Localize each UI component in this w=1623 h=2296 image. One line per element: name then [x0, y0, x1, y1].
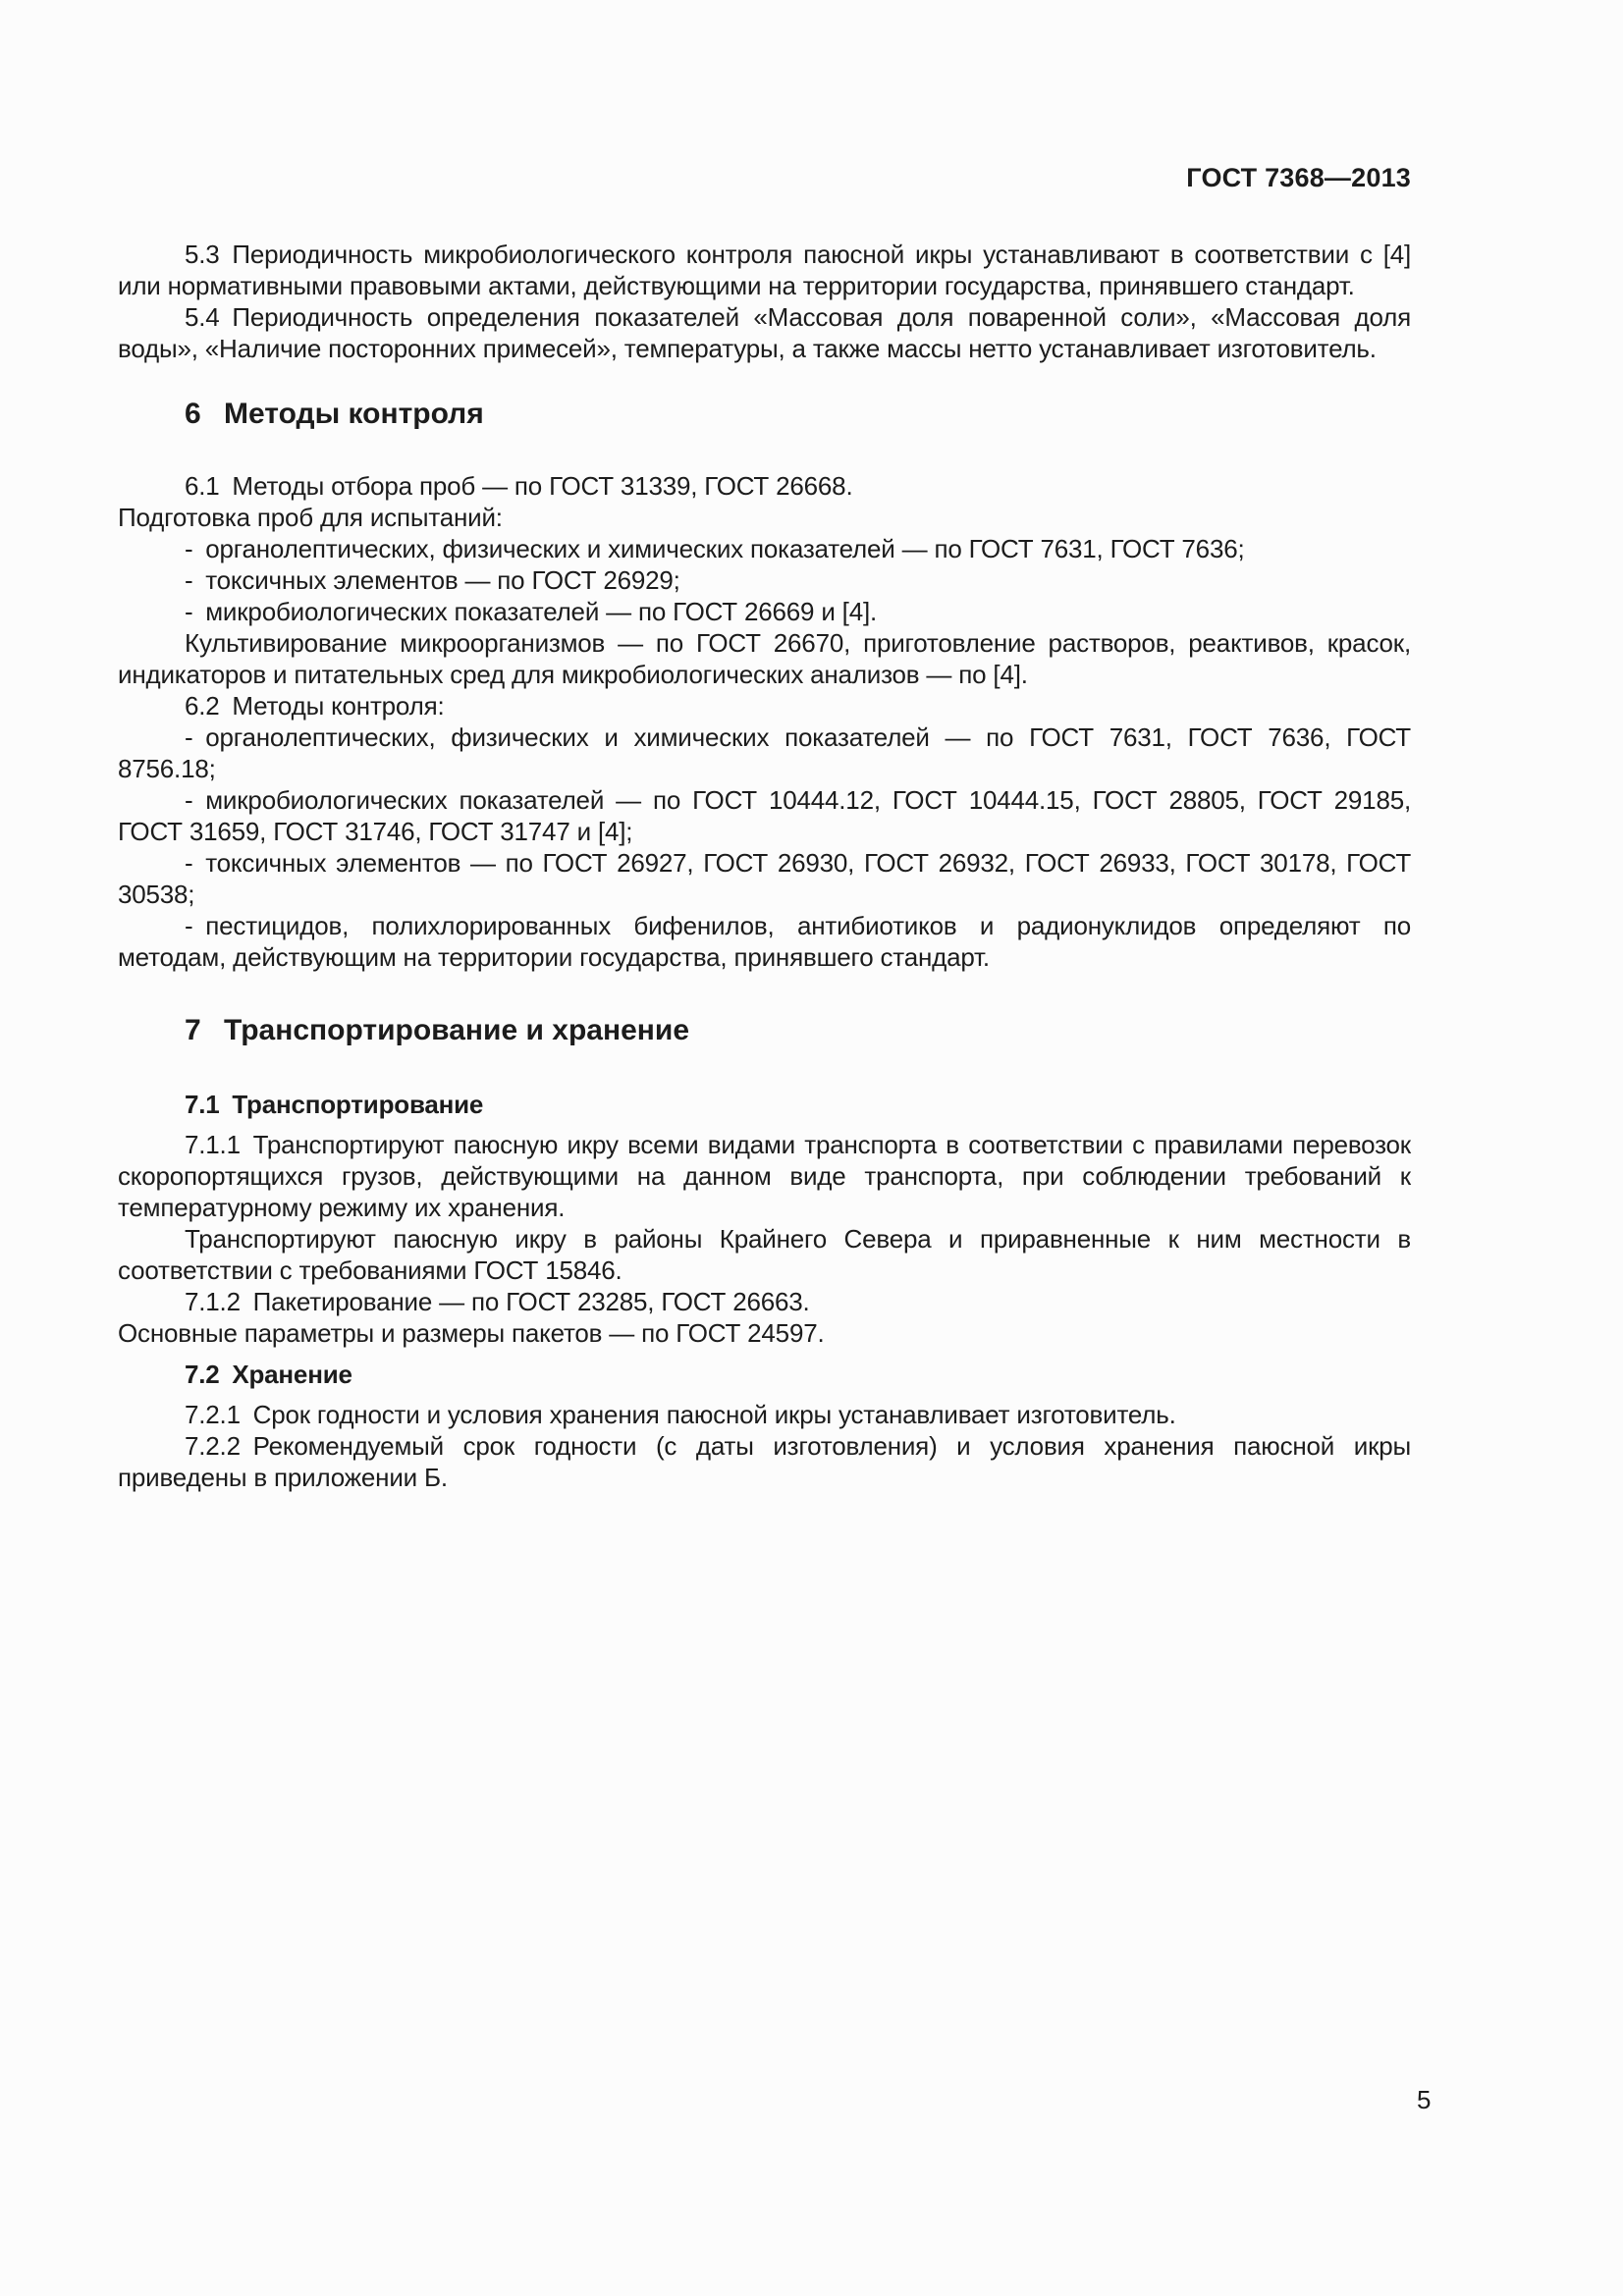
paragraph-far-north: Транспортируют паюсную икру в районы Крайнего Севера и приравненные к ним местности в соответствии с требованиями ГОСТ 15846.: [118, 1224, 1411, 1285]
list-item-organoleptic: - органолептических, физических и химических показателей — по ГОСТ 7631, ГОСТ 7636;: [185, 534, 1245, 563]
subsection-heading-7-1: 7.1 Транспортирование: [185, 1090, 484, 1119]
document-code-header: ГОСТ 7368—2013: [1186, 163, 1411, 192]
paragraph-package-params: Основные параметры и размеры пакетов — по ГОСТ 24597.: [118, 1318, 825, 1348]
paragraph-sample-prep: Подготовка проб для испытаний:: [118, 503, 503, 532]
paragraph-7-2-1: 7.2.1 Срок годности и условия хранения паюсной икры устанавливает изготовитель.: [185, 1400, 1176, 1429]
paragraph-5-3: 5.3 Периодичность микробиологического контроля паюсной икры устанавливают в соответствии с [4] или нормативными правовыми актами, действующими на территории государства, принявшего стандарт.: [118, 240, 1411, 300]
paragraph-cultivation: Культивирование микроорганизмов — по ГОСТ 26670, приготовление растворов, реактивов, красок, индикаторов и питательных сред для микробиологических анализов — по [4].: [118, 628, 1411, 689]
list-item-microbiological-methods: - микробиологических показателей — по ГОСТ 10444.12, ГОСТ 10444.15, ГОСТ 28805, ГОСТ 29185, ГОСТ 31659, ГОСТ 31746, ГОСТ 31747 и [4];: [118, 785, 1411, 846]
list-item-toxic-methods: - токсичных элементов — по ГОСТ 26927, ГОСТ 26930, ГОСТ 26932, ГОСТ 26933, ГОСТ 30178, ГОСТ 30538;: [118, 848, 1411, 909]
list-item-pesticides: - пестицидов, полихлорированных бифенилов, антибиотиков и радионуклидов определяют по методам, действующим на территории государства, принявшего стандарт.: [118, 911, 1411, 972]
list-item-toxic-elements: - токсичных элементов — по ГОСТ 26929;: [185, 565, 680, 595]
paragraph-7-2-2: 7.2.2 Рекомендуемый срок годности (с даты изготовления) и условия хранения паюсной икры приведены в приложении Б.: [118, 1431, 1411, 1492]
list-item-microbiological: - микробиологических показателей — по ГОСТ 26669 и [4].: [185, 597, 878, 626]
section-heading-6: 6 Методы контроля: [185, 398, 484, 430]
section-heading-7: 7 Транспортирование и хранение: [185, 1014, 690, 1046]
page-number: 5: [1417, 2085, 1432, 2114]
paragraph-7-1-1: 7.1.1 Транспортируют паюсную икру всеми видами транспорта в соответствии с правилами перевозок скоропортящихся грузов, действующими на данном виде транспорта, при соблюдении требований к температурному режиму их хранения.: [118, 1130, 1411, 1222]
paragraph-6-1: 6.1 Методы отбора проб — по ГОСТ 31339, ГОСТ 26668.: [185, 471, 853, 501]
subsection-heading-7-2: 7.2 Хранение: [185, 1360, 352, 1389]
paragraph-5-4: 5.4 Периодичность определения показателей «Массовая доля поваренной соли», «Массовая доля воды», «Наличие посторонних примесей», температуры, а также массы нетто устанавливает изготовитель.: [118, 302, 1411, 363]
paragraph-6-2: 6.2 Методы контроля:: [185, 691, 445, 721]
paragraph-7-1-2: 7.1.2 Пакетирование — по ГОСТ 23285, ГОСТ 26663.: [185, 1287, 810, 1316]
list-item-organoleptic-methods: - органолептических, физических и химических показателей — по ГОСТ 7631, ГОСТ 7636, ГОСТ 8756.18;: [118, 722, 1411, 783]
document-body: [118, 239, 1411, 1493]
